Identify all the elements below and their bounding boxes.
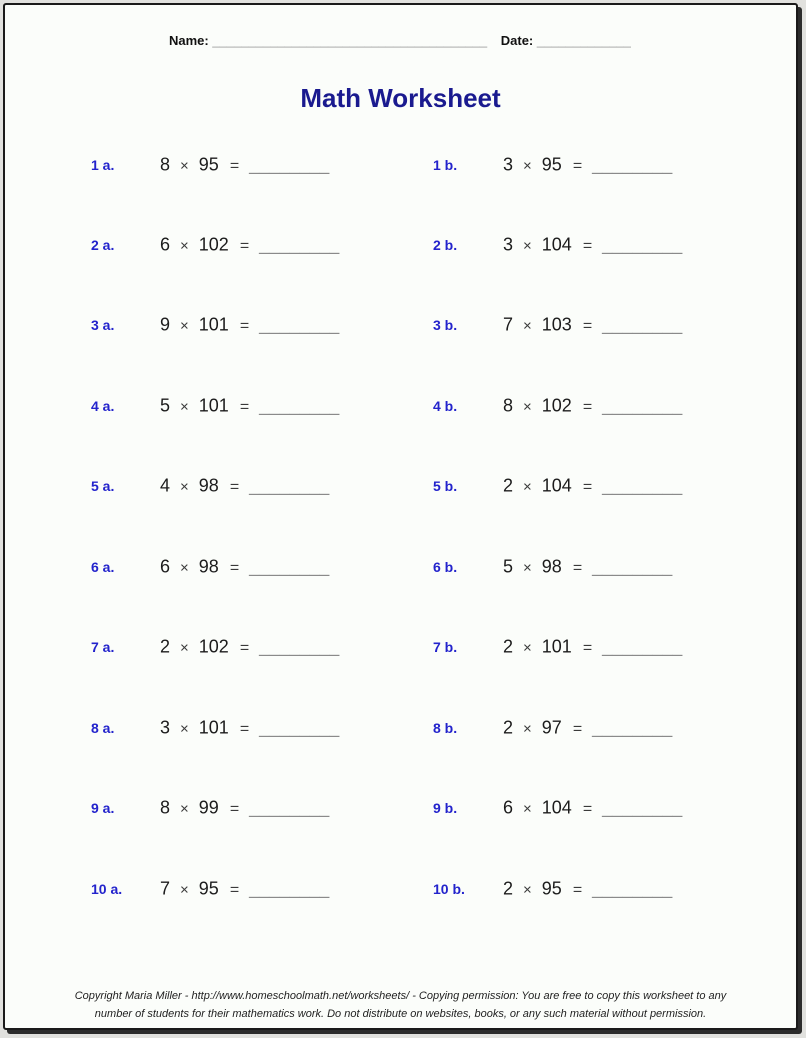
factor1: 6 xyxy=(160,234,171,255)
times-sign: × xyxy=(180,720,189,738)
times-sign: × xyxy=(523,317,532,335)
problem-row-9 xyxy=(5,768,796,849)
factor1: 5 xyxy=(503,556,514,577)
problem-label-1b: 1 b. xyxy=(433,156,458,173)
times-sign: × xyxy=(180,800,189,818)
answer-blank: ________ xyxy=(602,395,683,416)
times-sign: × xyxy=(180,639,189,657)
problem-label-9b: 9 b. xyxy=(433,800,458,817)
problem-8a xyxy=(160,717,339,738)
problem-label-7b: 7 b. xyxy=(433,639,458,656)
equals-sign: = xyxy=(239,720,250,738)
problem-5a xyxy=(160,476,329,497)
answer-blank: ________ xyxy=(249,154,330,174)
answer-blank: ________ xyxy=(592,154,673,174)
equals-sign: = xyxy=(239,237,250,255)
problem-6b xyxy=(503,556,672,577)
answer-blank: ________ xyxy=(249,475,330,496)
factor2: 103 xyxy=(541,314,572,335)
problem-5b xyxy=(503,476,682,497)
equals-sign: = xyxy=(229,478,240,496)
factor2: 98 xyxy=(198,556,219,577)
times-sign: × xyxy=(180,317,189,335)
factor1: 2 xyxy=(503,717,514,738)
date-blank-line: _____________ xyxy=(536,33,631,48)
problem-3a xyxy=(160,315,339,336)
problem-row-3 xyxy=(5,285,796,366)
problem-row-2 xyxy=(5,204,796,285)
factor1: 3 xyxy=(160,717,171,738)
problem-9b xyxy=(503,798,682,819)
times-sign: × xyxy=(523,559,532,577)
copyright-line-1: Copyright Maria Miller - http://www.homeschoolmath.net/worksheets/ - Copying permission: You are free to copy this worksheet to any xyxy=(74,990,727,1002)
answer-blank: ________ xyxy=(249,797,330,818)
times-sign: × xyxy=(523,398,532,416)
answer-blank: ________ xyxy=(249,878,330,899)
factor2: 101 xyxy=(198,717,229,738)
problem-7b xyxy=(503,637,682,658)
answer-blank: ________ xyxy=(259,717,340,738)
factor2: 104 xyxy=(541,234,572,255)
factor2: 98 xyxy=(541,556,562,577)
problem-label-9a: 9 a. xyxy=(91,800,115,817)
answer-blank: ________ xyxy=(592,556,673,577)
factor2: 104 xyxy=(541,797,572,818)
name-label: Name: xyxy=(169,33,209,48)
answer-blank: ________ xyxy=(259,314,340,335)
copyright-line-2: number of students for their mathematics work. Do not distribute on websites, books, or any such material without permission. xyxy=(94,1008,707,1020)
factor1: 6 xyxy=(503,797,514,818)
copyright-footer xyxy=(5,987,796,1023)
problem-row-8 xyxy=(5,687,796,768)
equals-sign: = xyxy=(582,639,593,657)
factor2: 104 xyxy=(541,475,572,496)
problem-9a xyxy=(160,798,329,819)
answer-blank: ________ xyxy=(602,234,683,255)
problem-row-6 xyxy=(5,526,796,607)
problem-6a xyxy=(160,556,329,577)
problem-1a xyxy=(160,154,329,175)
factor2: 99 xyxy=(198,797,219,818)
problem-label-8a: 8 a. xyxy=(91,719,115,736)
times-sign: × xyxy=(523,720,532,738)
answer-blank: ________ xyxy=(259,234,340,255)
factor1: 7 xyxy=(160,878,171,899)
factor1: 2 xyxy=(160,636,171,657)
problem-label-4a: 4 a. xyxy=(91,397,115,414)
factor1: 3 xyxy=(503,234,514,255)
answer-blank: ________ xyxy=(602,314,683,335)
answer-blank: ________ xyxy=(259,395,340,416)
times-sign: × xyxy=(180,398,189,416)
equals-sign: = xyxy=(229,157,240,174)
problem-4b xyxy=(503,395,682,416)
equals-sign: = xyxy=(582,317,593,335)
times-sign: × xyxy=(523,157,532,174)
problem-row-10 xyxy=(5,848,796,929)
equals-sign: = xyxy=(239,398,250,416)
date-label: Date: xyxy=(500,33,534,48)
factor1: 8 xyxy=(160,154,171,174)
times-sign: × xyxy=(523,881,532,899)
answer-blank: ________ xyxy=(592,717,673,738)
equals-sign: = xyxy=(582,478,593,496)
factor2: 98 xyxy=(198,475,219,496)
factor1: 8 xyxy=(503,395,514,416)
answer-blank: ________ xyxy=(249,556,330,577)
equals-sign: = xyxy=(582,398,593,416)
problem-row-7 xyxy=(5,607,796,688)
equals-sign: = xyxy=(572,157,583,174)
problems-list xyxy=(5,5,796,1028)
equals-sign: = xyxy=(229,881,240,899)
equals-sign: = xyxy=(572,881,583,899)
problem-label-6b: 6 b. xyxy=(433,558,458,575)
problem-row-4 xyxy=(5,365,796,446)
times-sign: × xyxy=(180,559,189,577)
problem-label-2b: 2 b. xyxy=(433,236,458,253)
problem-label-3b: 3 b. xyxy=(433,317,458,334)
factor1: 5 xyxy=(160,395,171,416)
factor2: 102 xyxy=(198,234,229,255)
problem-1b xyxy=(503,154,672,175)
problem-row-5 xyxy=(5,446,796,527)
factor2: 101 xyxy=(541,636,572,657)
factor2: 95 xyxy=(198,154,219,174)
times-sign: × xyxy=(180,881,189,899)
factor1: 4 xyxy=(160,475,171,496)
worksheet-page xyxy=(3,3,798,1030)
equals-sign: = xyxy=(229,800,240,818)
answer-blank: ________ xyxy=(602,636,683,657)
answer-blank: ________ xyxy=(592,878,673,899)
answer-blank: ________ xyxy=(602,475,683,496)
times-sign: × xyxy=(180,478,189,496)
problem-label-5a: 5 a. xyxy=(91,478,115,495)
problem-row-1 xyxy=(5,124,796,205)
times-sign: × xyxy=(523,237,532,255)
factor1: 7 xyxy=(503,314,514,335)
equals-sign: = xyxy=(229,559,240,577)
factor2: 101 xyxy=(198,314,229,335)
factor2: 95 xyxy=(198,878,219,899)
problem-7a xyxy=(160,637,339,658)
answer-blank: ________ xyxy=(259,636,340,657)
equals-sign: = xyxy=(572,720,583,738)
problem-10b xyxy=(503,878,672,899)
problem-3b xyxy=(503,315,682,336)
problem-2b xyxy=(503,234,682,255)
factor1: 2 xyxy=(503,475,514,496)
problem-label-5b: 5 b. xyxy=(433,478,458,495)
problem-label-2a: 2 a. xyxy=(91,236,115,253)
equals-sign: = xyxy=(572,559,583,577)
page-title: Math Worksheet xyxy=(300,83,501,113)
problem-4a xyxy=(160,395,339,416)
answer-blank: ________ xyxy=(602,797,683,818)
equals-sign: = xyxy=(239,639,250,657)
factor2: 95 xyxy=(541,878,562,899)
equals-sign: = xyxy=(239,317,250,335)
factor2: 95 xyxy=(541,154,562,174)
factor2: 101 xyxy=(198,395,229,416)
times-sign: × xyxy=(180,157,189,174)
equals-sign: = xyxy=(582,237,593,255)
problem-8b xyxy=(503,717,672,738)
equals-sign: = xyxy=(582,800,593,818)
factor1: 2 xyxy=(503,636,514,657)
problem-10a xyxy=(160,878,329,899)
factor2: 97 xyxy=(541,717,562,738)
factor2: 102 xyxy=(198,636,229,657)
times-sign: × xyxy=(523,639,532,657)
name-blank-line: ______________________________________ xyxy=(212,33,488,48)
factor1: 9 xyxy=(160,314,171,335)
problem-label-4b: 4 b. xyxy=(433,397,458,414)
problem-label-3a: 3 a. xyxy=(91,317,115,334)
problem-2a xyxy=(160,234,339,255)
problem-label-10a: 10 a. xyxy=(91,880,123,897)
times-sign: × xyxy=(523,478,532,496)
factor1: 2 xyxy=(503,878,514,899)
problem-label-6a: 6 a. xyxy=(91,558,115,575)
times-sign: × xyxy=(523,800,532,818)
problem-label-10b: 10 b. xyxy=(433,880,465,897)
factor2: 102 xyxy=(541,395,572,416)
factor1: 8 xyxy=(160,797,171,818)
problem-label-7a: 7 a. xyxy=(91,639,115,656)
problem-label-8b: 8 b. xyxy=(433,719,458,736)
factor1: 3 xyxy=(503,154,514,174)
problem-label-1a: 1 a. xyxy=(91,156,115,173)
factor1: 6 xyxy=(160,556,171,577)
times-sign: × xyxy=(180,237,189,255)
